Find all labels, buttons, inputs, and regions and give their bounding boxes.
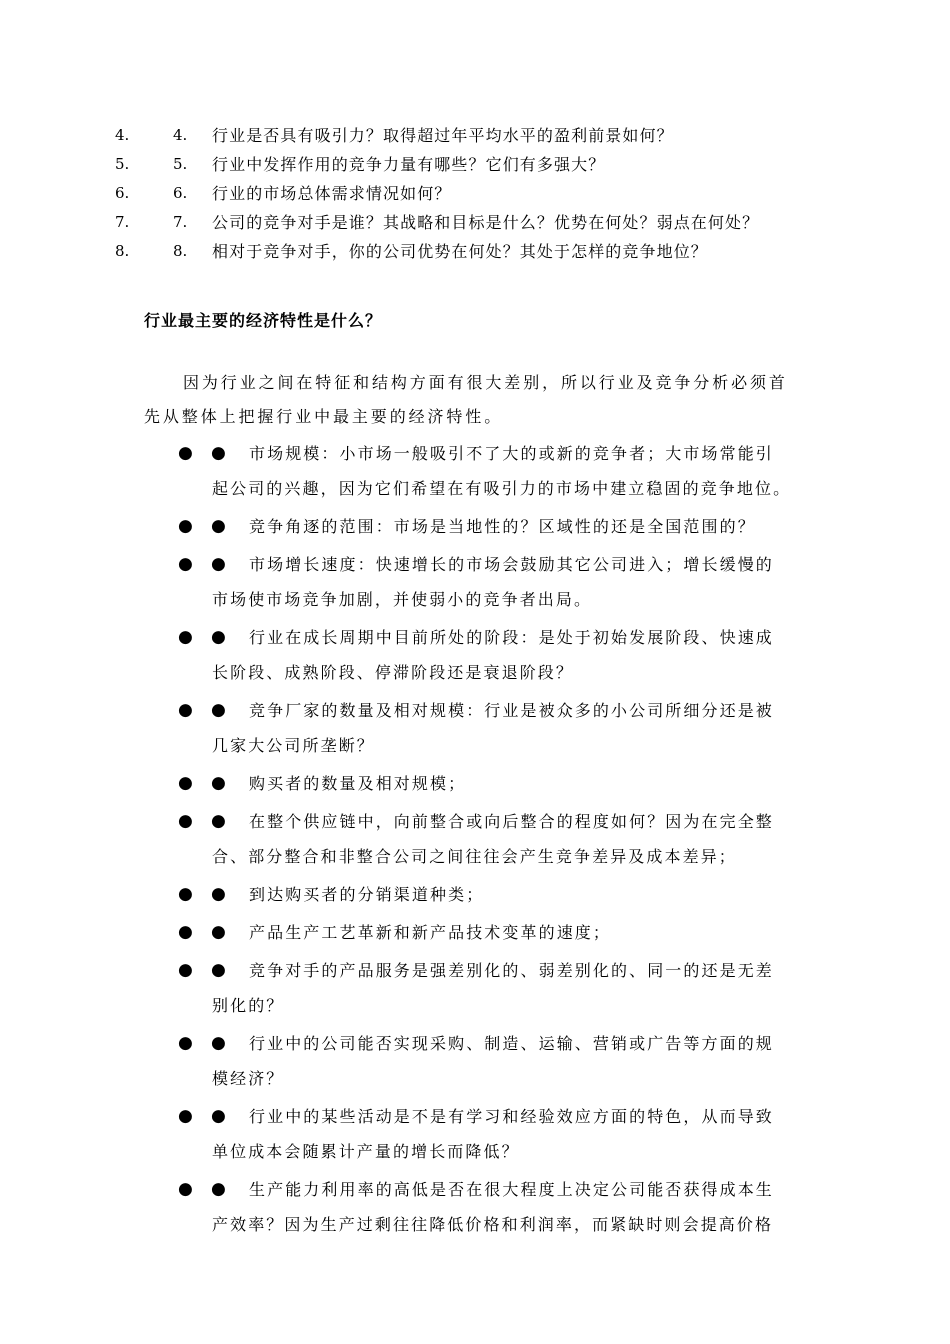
bullet-text: 购买者的数量及相对规模；: [249, 774, 467, 793]
economic-features-list: [178, 436, 818, 1245]
item-number-repeat: 8.: [173, 242, 188, 260]
bullet-text: 竞争角逐的范围：市场是当地性的？区域性的还是全国范围的？: [249, 517, 756, 536]
bullet-item: [178, 1172, 818, 1242]
intro-paragraph: [144, 366, 814, 434]
item-number-repeat: 7.: [173, 213, 188, 231]
bullet-text: 竞争对手的产品服务是强差别化的、弱差别化的、同一的还是无差: [249, 961, 774, 980]
bullet-icon: ●: [178, 960, 193, 980]
bullet-item: [178, 693, 818, 763]
bullet-icon: ●: [178, 554, 193, 574]
bullet-text: 竞争厂家的数量及相对规模：行业是被众多的小公司所细分还是被: [249, 701, 774, 720]
bullet-text: 产效率？因为生产过剩往往降低价格和利润率，而紧缺时则会提高价格: [212, 1215, 774, 1234]
item-text: 行业中发挥作用的竞争力量有哪些？它们有多强大？: [212, 155, 606, 174]
bullet-text: 行业中的公司能否实现采购、制造、运输、营销或广告等方面的规: [249, 1034, 774, 1053]
numbered-question-list: [115, 121, 915, 266]
bullet-item: [178, 915, 818, 950]
bullet-text: 行业在成长周期中目前所处的阶段：是处于初始发展阶段、快速成: [249, 628, 774, 647]
bullet-icon: ●: [178, 811, 193, 831]
bullet-text: 产品生产工艺革新和新产品技术变革的速度；: [249, 923, 612, 942]
bullet-text: 单位成本会随累计产量的增长而降低？: [212, 1142, 520, 1161]
item-number: 7.: [115, 213, 130, 231]
list-item: [115, 179, 915, 208]
list-item: [115, 150, 915, 179]
bullet-text: 模经济？: [212, 1069, 285, 1088]
bullet-text: 市场规模：小市场一般吸引不了大的或新的竞争者；大市场常能引: [249, 444, 774, 463]
section-heading: 行业最主要的经济特性是什么？: [144, 311, 383, 330]
bullet-text: 几家大公司所垄断？: [212, 736, 375, 755]
bullet-icon: ●: [178, 773, 193, 793]
bullet-icon: ●: [211, 700, 226, 720]
bullet-icon: ●: [211, 811, 226, 831]
bullet-item: [178, 620, 818, 690]
list-item: [115, 121, 915, 150]
bullet-icon: ●: [178, 627, 193, 647]
item-text: 公司的竞争对手是谁？其战略和目标是什么？优势在何处？弱点在何处？: [212, 213, 760, 232]
bullet-icon: ●: [211, 773, 226, 793]
bullet-item: [178, 804, 818, 874]
item-number-repeat: 6.: [173, 184, 188, 202]
bullet-text: 市场使市场竞争加剧，并使弱小的竞争者出局。: [212, 590, 593, 609]
bullet-item: [178, 877, 818, 912]
item-number: 8.: [115, 242, 130, 260]
item-number-repeat: 5.: [173, 155, 188, 173]
bullet-icon: ●: [178, 1106, 193, 1126]
bullet-text: 合、部分整合和非整合公司之间往往会产生竞争差异及成本差异；: [212, 847, 737, 866]
item-number: 5.: [115, 155, 130, 173]
bullet-item: [178, 509, 818, 544]
bullet-icon: ●: [178, 1033, 193, 1053]
bullet-icon: ●: [211, 1106, 226, 1126]
list-item: [115, 208, 915, 237]
bullet-icon: ●: [211, 1179, 226, 1199]
bullet-text: 市场增长速度：快速增长的市场会鼓励其它公司进入；增长缓慢的: [249, 555, 774, 574]
bullet-icon: ●: [211, 516, 226, 536]
bullet-icon: ●: [211, 627, 226, 647]
bullet-icon: ●: [178, 700, 193, 720]
bullet-icon: ●: [211, 960, 226, 980]
list-item: [115, 237, 915, 266]
bullet-icon: ●: [178, 516, 193, 536]
item-number-repeat: 4.: [173, 126, 188, 144]
bullet-icon: ●: [211, 443, 226, 463]
item-text: 相对于竞争对手，你的公司优势在何处？其处于怎样的竞争地位？: [212, 242, 708, 261]
bullet-icon: ●: [178, 1179, 193, 1199]
item-number: 4.: [115, 126, 130, 144]
bullet-text: 到达购买者的分销渠道种类；: [249, 885, 485, 904]
bullet-text: 在整个供应链中，向前整合或向后整合的程度如何？因为在完全整: [249, 812, 774, 831]
bullet-icon: ●: [178, 884, 193, 904]
item-number: 6.: [115, 184, 130, 202]
bullet-icon: ●: [178, 922, 193, 942]
bullet-icon: ●: [211, 554, 226, 574]
bullet-icon: ●: [211, 1033, 226, 1053]
item-text: 行业是否具有吸引力？取得超过年平均水平的盈利前景如何？: [212, 126, 674, 145]
bullet-item: [178, 1099, 818, 1169]
bullet-text: 起公司的兴趣，因为它们希望在有吸引力的市场中建立稳固的竞争地位。: [212, 479, 792, 498]
bullet-icon: ●: [211, 922, 226, 942]
bullet-icon: ●: [211, 884, 226, 904]
bullet-text: 生产能力利用率的高低是否在很大程度上决定公司能否获得成本生: [249, 1180, 774, 1199]
bullet-item: [178, 547, 818, 617]
intro-line: 先从整体上把握行业中最主要的经济特性。: [144, 407, 504, 426]
intro-line: 因为行业之间在特征和结构方面有很大差别，所以行业及竞争分析必须首: [183, 373, 788, 392]
bullet-text: 行业中的某些活动是不是有学习和经验效应方面的特色，从而导致: [249, 1107, 774, 1126]
bullet-item: [178, 766, 818, 801]
bullet-text: 长阶段、成熟阶段、停滞阶段还是衰退阶段？: [212, 663, 575, 682]
bullet-item: [178, 953, 818, 1023]
bullet-text: 别化的？: [212, 996, 285, 1015]
bullet-item: [178, 436, 818, 506]
item-text: 行业的市场总体需求情况如何？: [212, 184, 452, 203]
bullet-item: [178, 1026, 818, 1096]
bullet-icon: ●: [178, 443, 193, 463]
